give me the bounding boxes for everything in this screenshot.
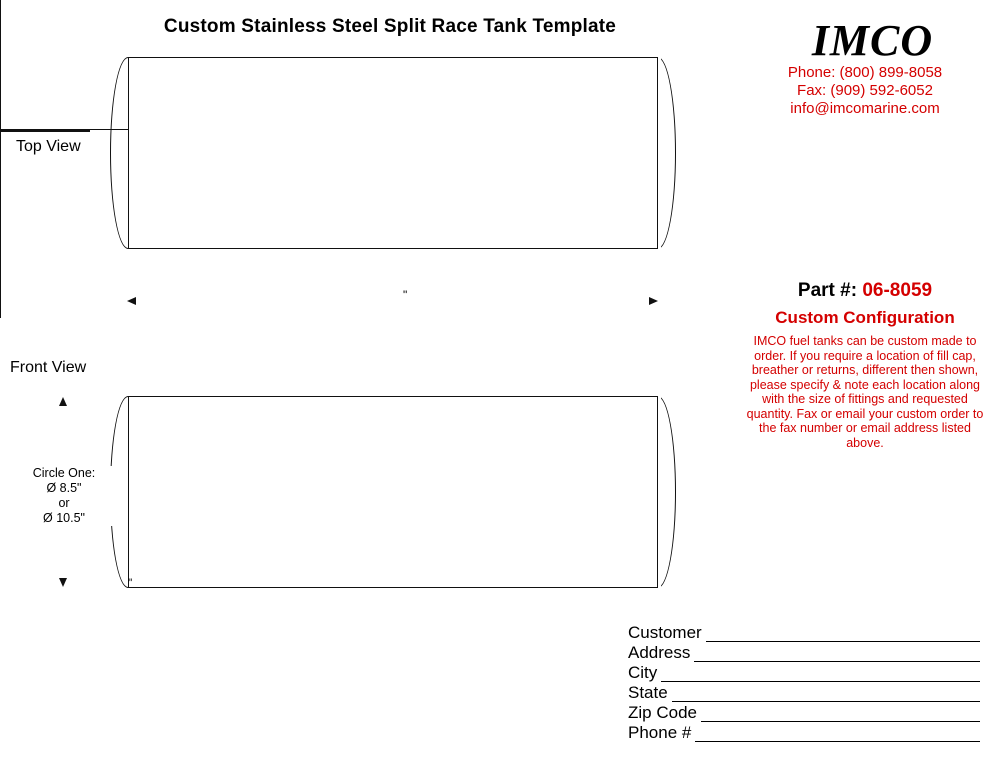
brand-contact-block xyxy=(745,64,985,118)
length-extension-line-right xyxy=(0,115,1,129)
diameter-option-2: Ø 10.5" xyxy=(43,511,85,525)
top-view-tank-body xyxy=(128,57,658,249)
form-row-state xyxy=(628,682,980,702)
circle-one-label: Circle One: xyxy=(32,466,96,480)
front-view-label: Front View xyxy=(10,359,87,376)
brand-email: info@imcomarine.com xyxy=(790,100,940,117)
form-input-zip-code[interactable] xyxy=(701,706,980,722)
length-dimension-value: " xyxy=(400,288,410,302)
length-arrow-left-icon xyxy=(127,297,136,305)
part-number-value: 06-8059 xyxy=(862,280,933,301)
form-label-city: City xyxy=(628,663,658,682)
diameter-arrow-down-icon xyxy=(59,578,67,587)
brand-fax: Fax: (909) 592-6052 xyxy=(797,82,933,99)
length-arrow-right-icon xyxy=(649,297,658,305)
form-input-phone[interactable] xyxy=(695,726,980,742)
form-input-state[interactable] xyxy=(672,686,980,702)
diameter-option-1: Ø 8.5" xyxy=(46,481,82,495)
page-title: Custom Stainless Steel Split Race Tank Template xyxy=(163,16,617,37)
form-row-address xyxy=(628,642,980,662)
diameter-extension-line-bottom xyxy=(0,131,90,132)
diameter-dimension-line xyxy=(0,132,1,318)
form-label-phone: Phone # xyxy=(628,723,692,742)
top-view-label: Top View xyxy=(16,138,81,155)
form-input-address[interactable] xyxy=(694,646,980,662)
part-number-block xyxy=(745,280,985,302)
front-view-tank-body xyxy=(128,396,658,588)
form-label-zip-code: Zip Code xyxy=(628,703,697,722)
brand-phone: Phone: (800) 899-8058 xyxy=(787,64,943,81)
form-row-customer xyxy=(628,622,980,642)
diameter-arrow-up-icon xyxy=(59,397,67,406)
part-number-label: Part #: xyxy=(797,280,858,301)
form-row-zip xyxy=(628,702,980,722)
form-row-phone xyxy=(628,722,980,742)
bottom-dimension-value: " xyxy=(128,576,133,590)
circle-one-block xyxy=(14,466,114,526)
customer-form xyxy=(628,622,980,742)
imco-logo: IMCO xyxy=(811,16,934,65)
length-extension-line-left xyxy=(0,0,1,115)
custom-configuration-heading: Custom Configuration xyxy=(775,308,955,327)
form-input-customer[interactable] xyxy=(706,626,980,642)
form-label-state: State xyxy=(628,683,668,702)
custom-configuration-body: IMCO fuel tanks can be custom made to order. If you require a location of fill cap, breather or returns, different then shown, please specify & note each location along with the size of fittings and requested quantity. Fax or email your custom order to the fax number or email address listed above. xyxy=(746,334,984,450)
form-input-city[interactable] xyxy=(661,666,980,682)
form-label-address: Address xyxy=(628,643,691,662)
form-label-customer: Customer xyxy=(628,623,702,642)
diameter-or: or xyxy=(58,496,70,510)
form-row-city xyxy=(628,662,980,682)
